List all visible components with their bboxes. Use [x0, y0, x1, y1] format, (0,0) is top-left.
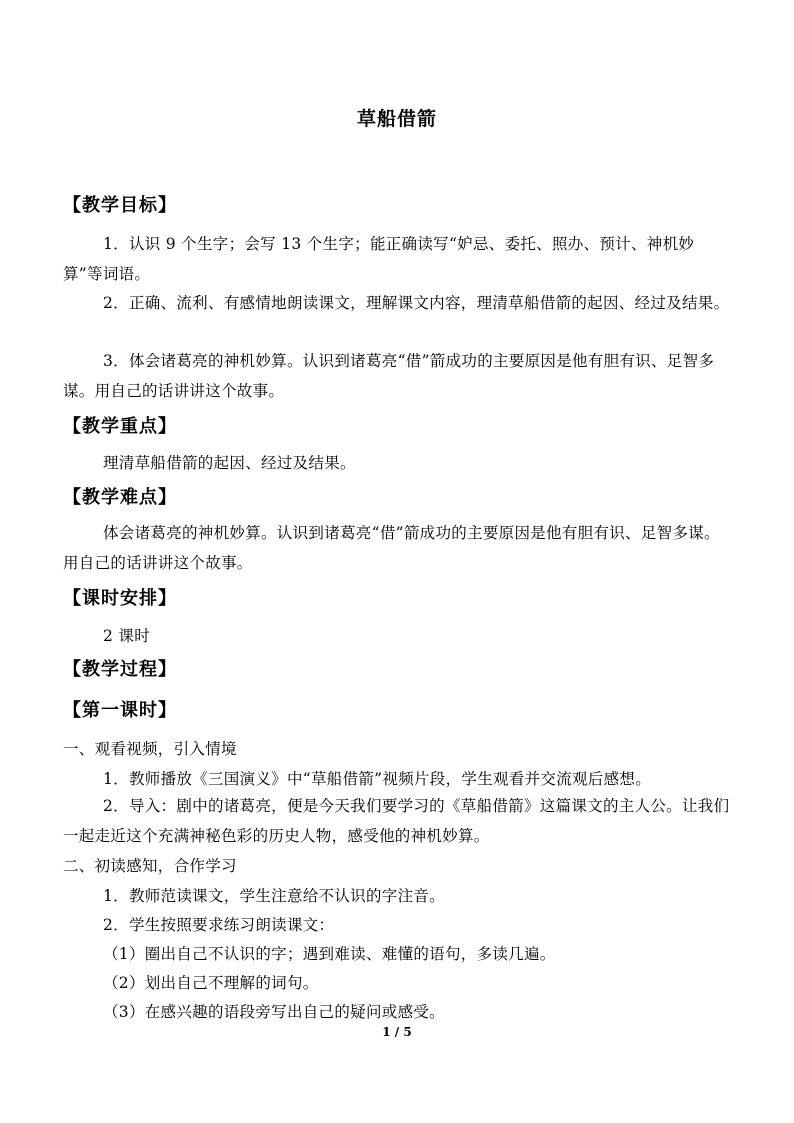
goals-heading: 【教学目标】: [63, 195, 177, 216]
goal-item-1: 1．认识 9 个生字；会写 13 个生字；能正确读写“妒忌、委托、照办、预计、神机妙算”等词语。: [63, 235, 695, 283]
part1-heading: 一、观看视频，引入情境: [63, 740, 237, 758]
difficulty-text: 体会诸葛亮的神机妙算。认识到诸葛亮“借”箭成功的主要原因是他有胆有识、足智多谋。用自己的话讲讲这个故事。: [63, 524, 720, 572]
part2-sub-item-1: （1）圈出自己不认识的字；遇到难读、难懂的语句，多读几遍。: [103, 945, 556, 963]
process-heading: 【教学过程】: [63, 659, 177, 680]
part1-item-2: 2．导入：剧中的诸葛亮，便是今天我们要学习的《草船借箭》这篇课文的主人公。让我们一起走近这个充满神秘色彩的历史人物，感受他的神机妙算。: [63, 797, 730, 845]
key-points-heading: 【教学重点】: [63, 416, 177, 437]
part2-item-1: 1．教师范读课文，学生注意给不认识的字注音。: [103, 887, 445, 905]
document-title: 草船借箭: [356, 108, 437, 130]
key-points-text: 理清草船借箭的起因、经过及结果。: [103, 454, 356, 472]
goal-item-2: 2．正确、流利、有感情地朗读课文，理解课文内容，理清草船借箭的起因、经过及结果。: [103, 294, 730, 312]
difficulty-heading: 【教学难点】: [63, 487, 177, 508]
part2-sub-item-3: （3）在感兴趣的语段旁写出自己的疑问或感受。: [103, 1003, 445, 1021]
part1-item-1: 1．教师播放《三国演义》中“草船借箭”视频片段，学生观看并交流观后感想。: [103, 770, 652, 788]
schedule-text: 2 课时: [103, 627, 150, 645]
schedule-heading: 【课时安排】: [63, 588, 177, 609]
part2-heading: 二、初读感知，合作学习: [63, 857, 237, 875]
goal-item-3: 3．体会诸葛亮的神机妙算。认识到诸葛亮“借”箭成功的主要原因是他有胆有识、足智多谋。用自己的话讲讲这个故事。: [63, 352, 715, 400]
page-number: 1 / 5: [382, 1025, 412, 1039]
part2-sub-item-2: （2）划出自己不理解的词句。: [103, 974, 319, 992]
part2-item-2: 2．学生按照要求练习朗读课文：: [103, 916, 335, 934]
first-class-heading: 【第一课时】: [63, 700, 177, 721]
